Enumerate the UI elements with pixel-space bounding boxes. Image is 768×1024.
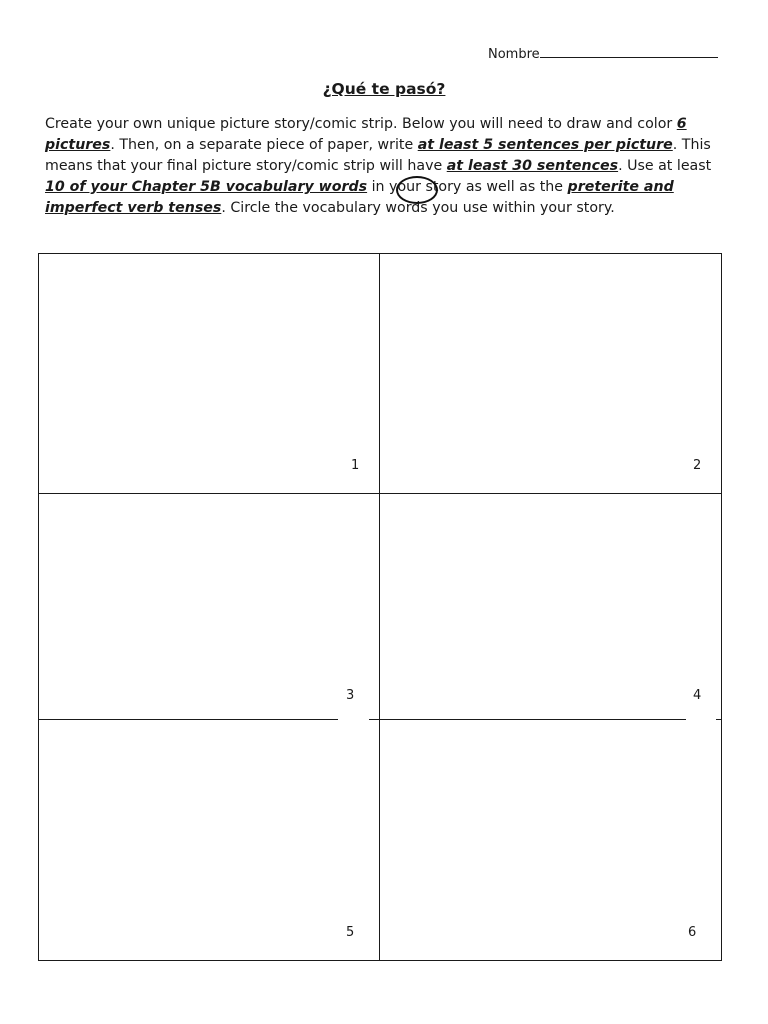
page-title: ¿Qué te pasó? (322, 80, 446, 98)
panel-number: 1 (351, 458, 360, 473)
instructions (45, 114, 735, 219)
instruction-text-1: Create your own unique picture story/comic strip. Below you will need to draw and color (45, 116, 677, 132)
instruction-text-4: . Use at least (618, 158, 712, 174)
comic-panel-grid (38, 253, 722, 961)
comic-panel-2[interactable] (379, 253, 722, 493)
comic-panel-1[interactable] (38, 253, 379, 493)
instruction-emphasis-vocabulary: 10 of your Chapter 5B vocabulary words (45, 179, 368, 195)
panel-number: 4 (693, 688, 702, 703)
comic-panel-3[interactable] (38, 493, 379, 719)
instruction-emphasis-sentences-per-picture: at least 5 sentences per picture (417, 137, 673, 153)
instructions-paragraph (45, 114, 735, 219)
instruction-text-6: . Circle the vocabulary words you use within your story. (221, 200, 615, 216)
panel-number: 2 (693, 458, 702, 473)
instruction-text-2: . Then, on a separate piece of paper, write (110, 137, 418, 153)
instruction-text-3: . This means that your final picture story/comic strip will have (45, 137, 711, 174)
instruction-text-5: in your story as well as the (367, 179, 568, 195)
instruction-emphasis-pictures: 6 pictures (45, 116, 687, 153)
comic-panel-6[interactable] (379, 719, 722, 961)
comic-panel-5[interactable] (38, 719, 379, 961)
name-label: Nombre (488, 47, 540, 62)
comic-panel-4[interactable] (379, 493, 722, 719)
circle-example-mark (396, 176, 438, 204)
panel-number: 3 (346, 688, 355, 703)
name-field[interactable] (488, 45, 718, 62)
instruction-emphasis-verb-tenses: preterite and imperfect verb tenses (45, 179, 674, 216)
name-blank-line[interactable] (540, 45, 718, 58)
instruction-emphasis-total-sentences: at least 30 sentences (446, 158, 619, 174)
panel-number: 6 (688, 925, 697, 940)
panel-number: 5 (346, 925, 355, 940)
